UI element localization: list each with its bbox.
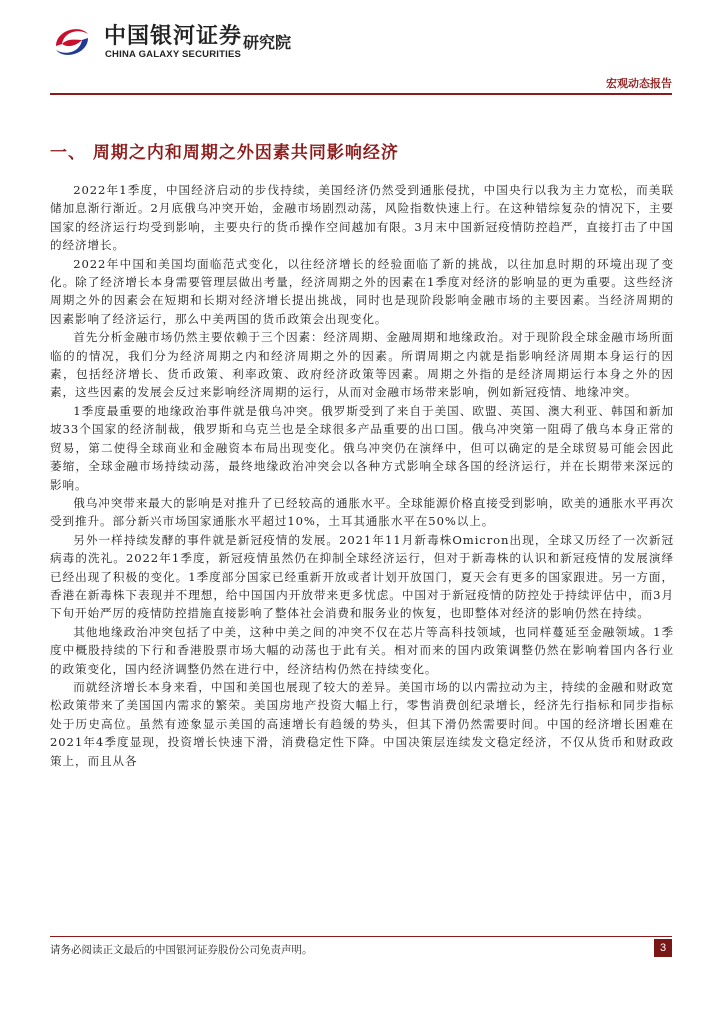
paragraph-8: 而就经济增长本身来看，中国和美国也展现了较大的差异。美国市场的以内需拉动为主，持续的金融和财政宽松政策带来了美国国内需求的繁荣。美国房地产投资大幅上行，零售消费创纪录增长，经济先行指标和同步指标处于历史高位。虽然有迹象显示美国的高速增长有趋缓的势头，但其下滑仍然需要时间。中国的经济增长困难在2021年4季度显现，投资增长快速下滑，消费稳定性下降。中国决策层连续发文稳定经济，不仅从货币和财政政策上，而且从各 [50,679,674,768]
paragraph-1: 2022年1季度，中国经济启动的步伐持续，美国经济仍然受到通胀侵扰，中国央行以我为主力宽松，而美联储加息渐行渐近。2月底俄乌冲突开始，金融市场剧烈动荡，风险指数快速上行。在这种错综复杂的情况下，主要国家的经济运行均受到影响，主要央行的货币操作空间越加有限。3月末中国新冠疫情防控趋严，直接打击了中国的经济增长。 [50,183,674,253]
paragraph-6: 另外一样持续发酵的事件就是新冠疫情的发展。2021年11月新毒株Omicron出现，全球又历经了一次新冠病毒的洗礼。2022年1季度，新冠疫情虽然仍在抑制全球经济运行，但对于新毒株的认识和新冠疫情的发展演绎已经出现了积极的变化。1季度部分国家已经重新开放或者计划开放国门，夏天会有更多的国家跟进。另一方面，香港在新毒株下表现并不理想，给中国国内开放带来更多忧虑。中国对于新冠疫情的防控处于持续评估中，而3月下旬开始严厉的疫情防控措施直接影响了整体社会消费和服务业的恢复，也即整体对经济的影响仍然在持续。 [50,532,674,621]
page-number: 3 [654,939,672,957]
paragraph-3: 首先分析金融市场仍然主要依赖于三个因素：经济周期、金融周期和地缘政治。对于现阶段全球金融市场所面临的的情况，我们分为经济周期之内和经济周期之外的因素。所谓周期之内就是指影响经济周期本身运行的因素，包括经济增长、货币政策、利率政策、政府经济政策等因素。周期之外指的是经济周期运行本身之外的因素，这些因素的发展会反过来影响经济周期的运行，从而对金融市场带来影响，例如新冠疫情、地缘冲突。 [50,330,674,400]
research-institute-label: 研究院 [243,33,292,52]
brand-name-english: CHINA GALAXY SECURITIES [105,49,242,60]
paragraph-2: 2022年中国和美国均面临范式变化，以往经济增长的经验面临了新的挑战，以往加息时期的环境出现了变化。除了经济增长本身需要管理层做出考量，经济周期之外的因素在1季度对经济的影响显的更为重要。这些经济周期之外的因素会在短期和长期对经济增长提出挑战，同时也是现阶段影响金融市场的主要因素。当经济周期的因素影响了经济运行，那么中美两国的货币政策会出现变化。 [50,256,674,326]
header-divider [50,93,672,95]
footer-divider [50,936,672,937]
paragraph-7: 其他地缘政治冲突包括了中美，这种中美之间的冲突不仅在芯片等高科技领域，也同样蔓延至金融领域。1季度中概股持续的下行和香港股票市场大幅的动荡也于此有关。相对而来的国内政策调整仍然在影响着国内各行业的政策变化，国内经济调整仍然在进行中，经济结构仍然在持续变化。 [50,624,674,676]
brand-name-chinese: 中国银河证券 [104,24,243,49]
article-body [50,181,674,770]
paragraph-4: 1季度最重要的地缘政治事件就是俄乌冲突。俄罗斯受到了来自于美国、欧盟、英国、澳大利亚、韩国和新加坡33个国家的经济制裁，俄罗斯和乌克兰也是全球很多产品重要的出口国。俄乌冲突第一阻碍了俄乌本身正常的贸易，第二使得全球商业和金融资本布局出现变化。俄乌冲突仍在演绎中，但可以确定的是全球贸易可能会因此萎缩，全球金融市场持续动荡，最终地缘政治冲突会以各种方式影响全球各国的经济运行，并在长期带来深远的影响。 [50,403,674,492]
page-header [0,0,724,96]
section-title: 一、 周期之内和周期之外因素共同影响经济 [50,143,399,163]
paragraph-5: 俄乌冲突带来最大的影响是对推升了已经较高的通胀水平。全球能源价格直接受到影响，欧美的通胀水平再次受到推升。部分新兴市场国家通胀水平超过10%，土耳其通胀水平在50%以上。 [50,495,674,529]
galaxy-logo-icon [50,20,94,64]
disclaimer-text: 请务必阅读正文最后的中国银河证券股份公司免责声明。 [50,944,313,956]
report-type-label: 宏观动态报告 [606,77,672,90]
